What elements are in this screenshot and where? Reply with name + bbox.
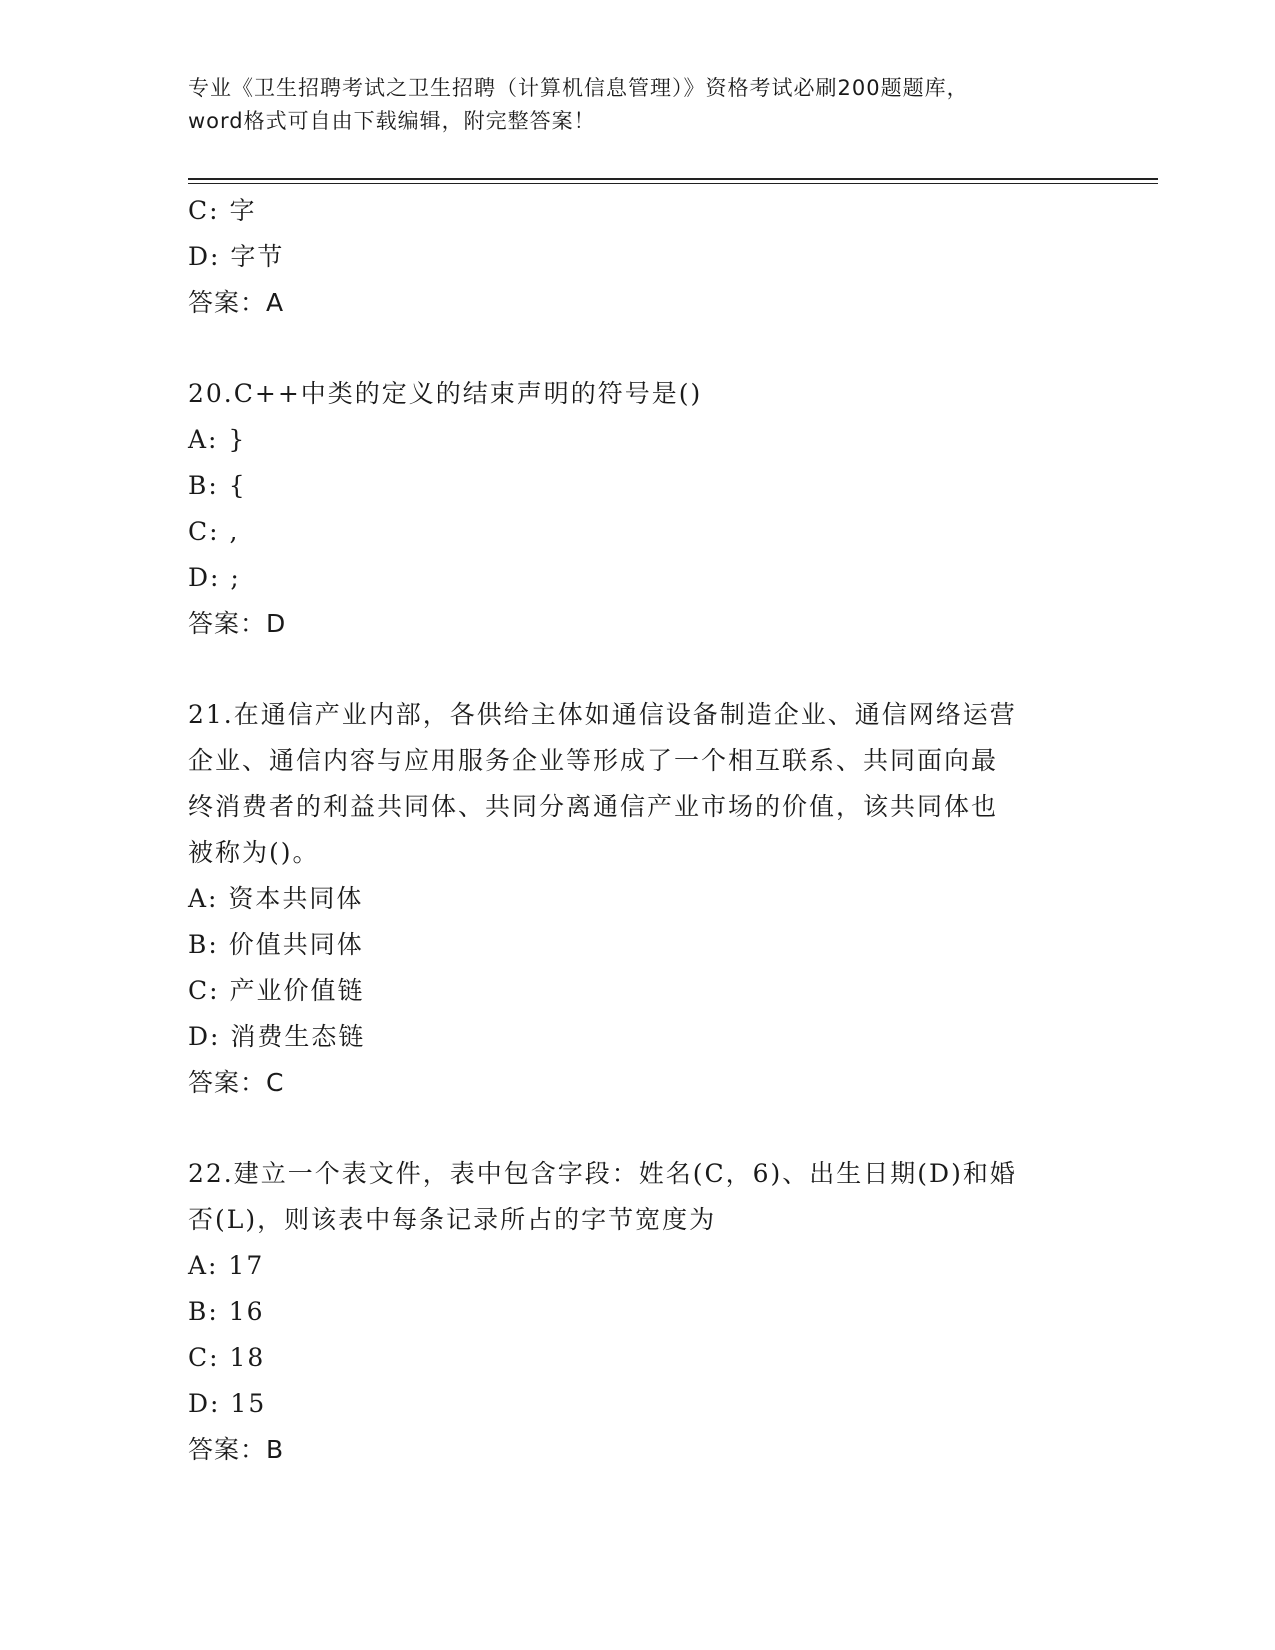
option-b: B: 16 — [188, 1297, 265, 1326]
question-block-20 — [188, 371, 1088, 647]
option-a: A: } — [188, 425, 247, 454]
option-c: C: 18 — [188, 1343, 266, 1372]
question-block-21 — [188, 692, 1088, 1106]
option-d: D: 15 — [188, 1389, 267, 1418]
header-title-line-1: 专业《卫生招聘考试之卫生招聘（计算机信息管理）》资格考试必刷200题题库， — [188, 76, 969, 100]
option-c: C: 产业价值链 — [188, 976, 365, 1005]
question-content — [188, 188, 1088, 1473]
option-a: A: 资本共同体 — [188, 884, 364, 913]
answer-line: 答案：B — [188, 1435, 285, 1464]
document-header — [188, 72, 1088, 138]
question-stem-line-1: 22.建立一个表文件，表中包含字段：姓名(C，6)、出生日期(D)和婚 — [188, 1159, 1017, 1188]
option-d: D: ; — [188, 563, 241, 592]
question-stem-line-2: 否(L)，则该表中每条记录所占的字节宽度为 — [188, 1205, 717, 1234]
option-b: B: { — [188, 471, 247, 500]
option-c: C: 字 — [188, 196, 257, 225]
spacer — [188, 1106, 1088, 1151]
question-block-22 — [188, 1151, 1088, 1473]
header-title-line-2: word格式可自由下载编辑，附完整答案！ — [188, 109, 596, 133]
question-stem-line-2: 企业、通信内容与应用服务企业等形成了一个相互联系、共同面向最 — [188, 746, 999, 775]
option-d: D: 消费生态链 — [188, 1022, 366, 1051]
question-stem-line-1: 21.在通信产业内部，各供给主体如通信设备制造企业、通信网络运营 — [188, 700, 1017, 729]
spacer — [188, 326, 1088, 371]
answer-line: 答案：A — [188, 288, 285, 317]
option-c: C: , — [188, 517, 240, 546]
header-divider-thick — [188, 178, 1158, 180]
option-d: D: 字节 — [188, 242, 285, 271]
header-divider-thin — [188, 183, 1158, 184]
question-stem-line-3: 终消费者的利益共同体、共同分离通信产业市场的价值，该共同体也 — [188, 792, 999, 821]
answer-line: 答案：D — [188, 609, 287, 638]
spacer — [188, 647, 1088, 692]
question-block-19 — [188, 188, 1088, 326]
answer-line: 答案：C — [188, 1068, 285, 1097]
question-stem: 20.C++中类的定义的结束声明的符号是() — [188, 379, 703, 408]
question-stem-line-4: 被称为()。 — [188, 838, 320, 867]
option-b: B: 价值共同体 — [188, 930, 364, 959]
option-a: A: 17 — [188, 1251, 265, 1280]
